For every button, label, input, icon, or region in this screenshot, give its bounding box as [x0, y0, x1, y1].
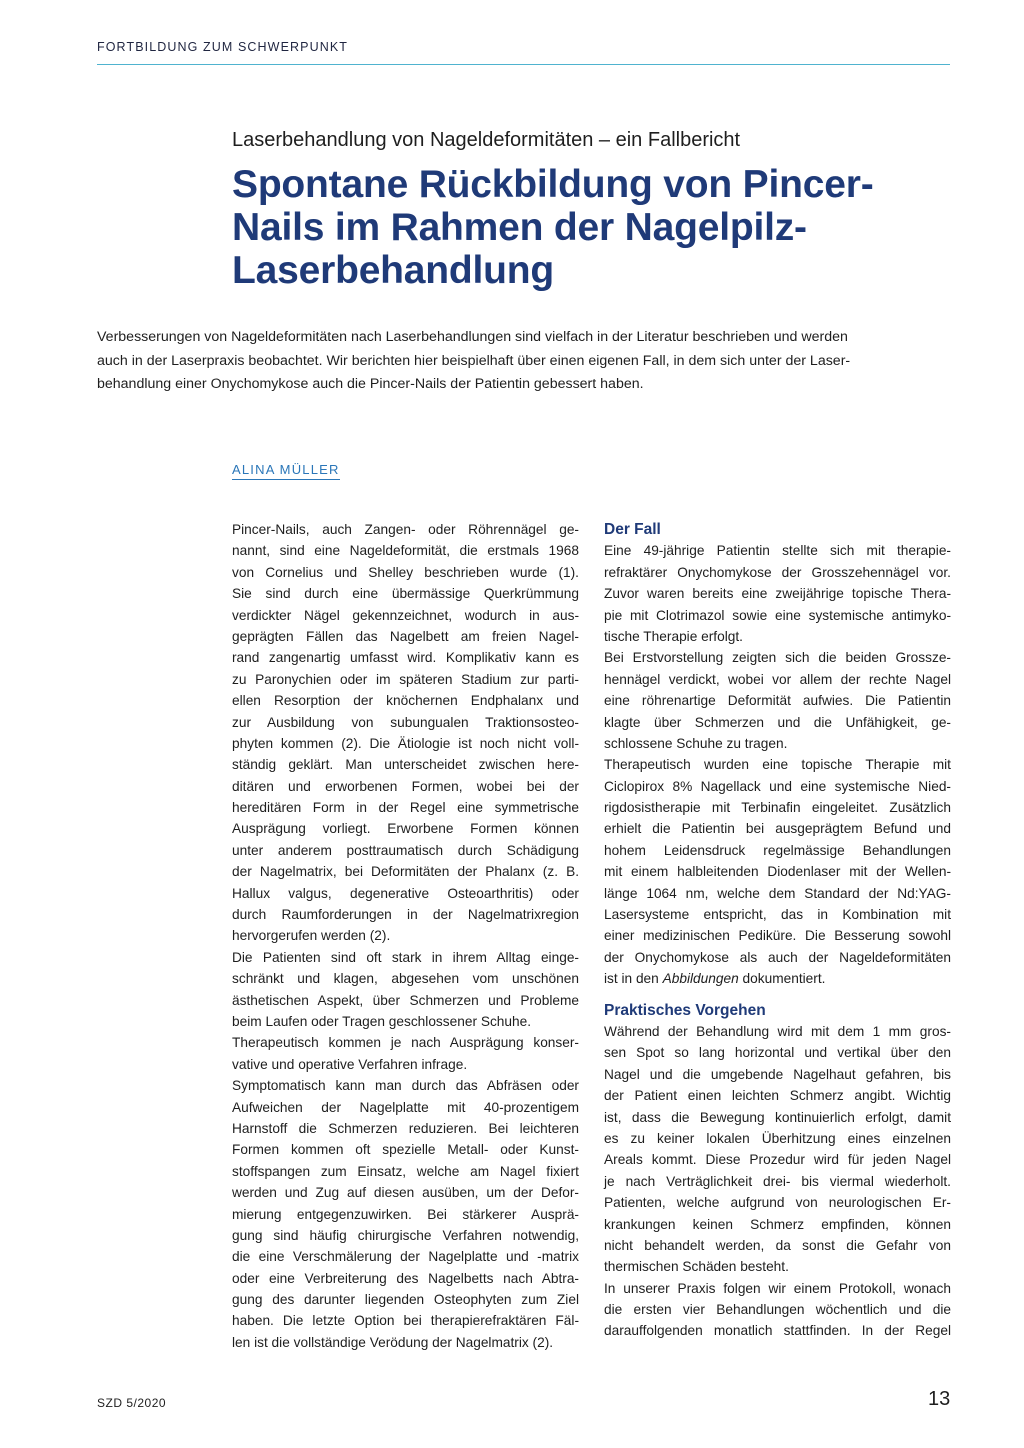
- text-line: die eine Verschmälerung der Nagelplatte und -matrix: [232, 1249, 579, 1265]
- text-line: haben. Die letzte Option bei therapierefraktären Fäl-: [232, 1313, 579, 1329]
- section-header: FORTBILDUNG ZUM SCHWERPUNKT: [97, 40, 950, 65]
- text-line: hennägel verdickt, wobei vor allem der rechte Nagel: [604, 671, 951, 687]
- text-line: pie mit Clotrimazol sowie eine systemische antimyko-: [604, 607, 951, 623]
- text-line: Areals kommt. Diese Prozedur wird für jeden Nagel: [604, 1152, 951, 1168]
- text-line: darauffolgenden monatlich stattfinden. In der Regel: [604, 1323, 951, 1339]
- text-line: klagte über Schmerzen und die Unfähigkeit, ge-: [604, 714, 951, 730]
- text-line: Eine 49-jährige Patientin stellte sich mit therapie-: [604, 543, 951, 559]
- text-line: werden und Zug auf diesen ausüben, um der Defor-: [232, 1185, 579, 1201]
- text-line: Therapeutisch kommen je nach Ausprägung konser-: [232, 1035, 579, 1051]
- text-line: thermischen Schäden besteht.: [604, 1259, 789, 1275]
- text-line: mit einem halbleitenden Diodenlaser mit der Wellen-: [604, 864, 951, 880]
- text-line: Therapeutisch wurden eine topische Therapie mit: [604, 757, 951, 773]
- text-line: In unserer Praxis folgen wir einem Protokoll, wonach: [604, 1280, 951, 1296]
- text-line: Während der Behandlung wird mit dem 1 mm gros-: [604, 1023, 951, 1039]
- text-line: erhielt die Patientin bei ausgeprägtem Befund und: [604, 821, 951, 837]
- text-line: ditären und erworbenen Formen, wobei bei der: [232, 778, 579, 794]
- text-line: ist, dass die Bewegung kontinuierlich erfolgt, damit: [604, 1109, 951, 1125]
- text-line: beim Laufen oder Tragen geschlossener Schuhe.: [232, 1013, 532, 1029]
- text-line: verdickter Nägel gekennzeichnet, wodurch in aus-: [232, 607, 579, 623]
- text-line: Nagel und die umgebende Nagelhaut gefahren, bis: [604, 1066, 951, 1082]
- text-line: nicht behandelt werden, da sonst die Gefahr von: [604, 1237, 951, 1253]
- text-line: der Nagelmatrix, bei Deformitäten der Phalanx (z. B.: [232, 864, 579, 880]
- text-line: rigdosistherapie mit Terbinafin eingeleitet. Zusätzlich: [604, 800, 951, 816]
- text-line: Pincer-Nails, auch Zangen- oder Röhrennägel ge-: [232, 522, 579, 537]
- text-line: mierung entgegenzuwirken. Bei stärkerer Ausprä-: [232, 1206, 579, 1222]
- text-line: einer medizinischen Pediküre. Die Besserung sowohl: [604, 928, 951, 944]
- text-line: die ersten vier Behandlungen wöchentlich und die: [604, 1302, 951, 1318]
- section-body-praktisches-vorgehen: [604, 1021, 951, 1342]
- text-line: Patienten, welche aufgrund von neurologischen Er-: [604, 1195, 951, 1211]
- section-body-der-fall: [604, 540, 951, 968]
- lead-line: Verbesserungen von Nageldeformitäten nach Laserbehandlungen sind vielfach in der Literatur beschrieben und werden: [97, 329, 848, 345]
- text-line: zu Paronychien oder im späteren Stadium zur parti-: [232, 671, 579, 687]
- article-title: [232, 163, 952, 292]
- text-fragment: dokumentiert.: [738, 971, 826, 987]
- text-line: Harnstoff die Schmerzen reduzieren. Bei leichteren: [232, 1120, 579, 1136]
- title-line: Nails im Rahmen der Nagelpilz-: [232, 206, 807, 249]
- article-lead: [97, 326, 950, 397]
- text-line: rand zangenartig umfasst wird. Komplikativ kann es: [232, 650, 579, 666]
- section-heading-praktisches-vorgehen: Praktisches Vorgehen: [604, 1001, 766, 1019]
- text-line: geprägten Fällen das Nagelbett am freien Nagel-: [232, 628, 579, 644]
- text-line: der Patient einen leichten Schmerz angibt. Wichtig: [604, 1088, 951, 1104]
- text-line: krankungen keinen Schmerz empfinden, können: [604, 1216, 951, 1232]
- journal-issue: SZD 5/2020: [97, 1396, 167, 1410]
- text-line: oder eine Verbreiterung des Nagelbetts nach Abtra-: [232, 1270, 579, 1286]
- text-line: refraktärer Onychomykose der Grosszehennägel vor.: [604, 564, 951, 580]
- text-line: zur Ausbildung von subungualen Traktionsosteo-: [232, 714, 579, 730]
- text-line: Lasersysteme entspricht, das in Kombination mit: [604, 907, 951, 923]
- text-line: hohem Leidensdruck regelmässige Behandlungen: [604, 842, 951, 858]
- text-line: durch Raumforderungen in der Nagelmatrixregion: [232, 907, 579, 923]
- text-line: ästhetischen Aspekt, über Schmerzen und Probleme: [232, 992, 579, 1008]
- text-line: Symptomatisch kann man durch das Abfräsen oder: [232, 1078, 579, 1094]
- text-line: eine röhrenartige Deformität aufwies. Die Patientin: [604, 693, 951, 709]
- page-number: 13: [928, 1388, 951, 1410]
- text-line: hervorgerufen werden (2).: [232, 928, 391, 944]
- text-line: schränkt und klagen, abgesehen vom unschönen: [232, 971, 579, 987]
- text-line: Ausprägung vorliegt. Erworbene Formen können: [232, 821, 579, 837]
- text-line: Sie sind durch eine übermässige Querkrümmung: [232, 586, 579, 602]
- text-line: hereditären Form in der Regel eine symmetrische: [232, 800, 579, 816]
- text-line: schlossene Schuhe zu tragen.: [604, 735, 788, 751]
- lead-line: auch in der Laserpraxis beobachtet. Wir berichten hier beispielhaft über einen eigenen Fall, in dem sich unter der Laser-: [97, 352, 851, 369]
- text-line: Zuvor waren bereits eine zweijährige topische Thera-: [604, 586, 951, 602]
- text-line: sen Spot so lang horizontal und vertikal über den: [604, 1045, 951, 1061]
- article-kicker: Laserbehandlung von Nageldeformitäten – ein Fallbericht: [232, 129, 741, 151]
- text-line: gung des darunter liegenden Osteophyten zum Ziel: [232, 1292, 579, 1308]
- text-line: ellen Resorption der knöchernen Endphalanx und: [232, 693, 579, 709]
- text-line: vative und operative Verfahren infrage.: [232, 1056, 468, 1072]
- text-line: Die Patienten sind oft stark in ihrem Alltag einge-: [232, 949, 579, 965]
- text-fragment: ist in den: [604, 971, 663, 987]
- title-line: Laserbehandlung: [232, 249, 555, 292]
- emphasis-text: Abbildungen: [662, 971, 739, 987]
- text-line: nannt, sind eine Nageldeformität, die erstmals 1968: [232, 543, 579, 559]
- text-line: len ist die vollständige Verödung der Nagelmatrix (2).: [232, 1334, 554, 1350]
- text-line: unter anderem posttraumatisch durch Schädigung: [232, 842, 579, 858]
- text-line: stoffspangen zum Einsatz, welche am Nagel fixiert: [232, 1163, 579, 1179]
- author-name: ALINA MÜLLER: [232, 462, 340, 480]
- text-line: es zu keiner lokalen Überhitzung eines einzelnen: [604, 1130, 951, 1146]
- right-text-column: [604, 519, 951, 1342]
- left-text-column: [232, 519, 579, 1353]
- text-line: phyten kommen (2). Die Ätiologie ist noch nicht voll-: [232, 735, 579, 751]
- text-line: der Onychomykose als auch der Nageldeformitäten: [604, 949, 951, 965]
- text-line: ständig geklärt. Man unterscheidet zwischen here-: [232, 757, 579, 773]
- text-line: Ciclopirox 8% Nagellack und eine systemische Nied-: [604, 778, 951, 794]
- text-line: je nach Verträglichkeit drei- bis viermal wiederholt.: [604, 1173, 951, 1189]
- text-line: Aufweichen der Nagelplatte mit 40-prozentigem: [232, 1099, 579, 1115]
- text-line: Hallux valgus, degenerative Osteoarthritis) oder: [232, 885, 579, 901]
- text-line: [604, 968, 951, 989]
- title-line: Spontane Rückbildung von Pincer-: [232, 163, 874, 206]
- lead-line: behandlung einer Onychomykose auch die Pincer-Nails der Patientin gebessert haben.: [97, 376, 644, 392]
- text-line: gung sind häufig chirurgische Verfahren notwendig,: [232, 1227, 579, 1243]
- text-line: von Cornelius und Shelley beschrieben wurde (1).: [232, 564, 579, 580]
- text-line: tische Therapie erfolgt.: [604, 628, 743, 644]
- text-line: länge 1064 nm, welche dem Standard der Nd:YAG-: [604, 885, 951, 901]
- section-heading-der-fall: Der Fall: [604, 521, 661, 538]
- text-line: Formen kommen oft spezielle Metall- oder Kunst-: [232, 1142, 579, 1158]
- text-line: Bei Erstvorstellung zeigten sich die beiden Grossze-: [604, 650, 951, 666]
